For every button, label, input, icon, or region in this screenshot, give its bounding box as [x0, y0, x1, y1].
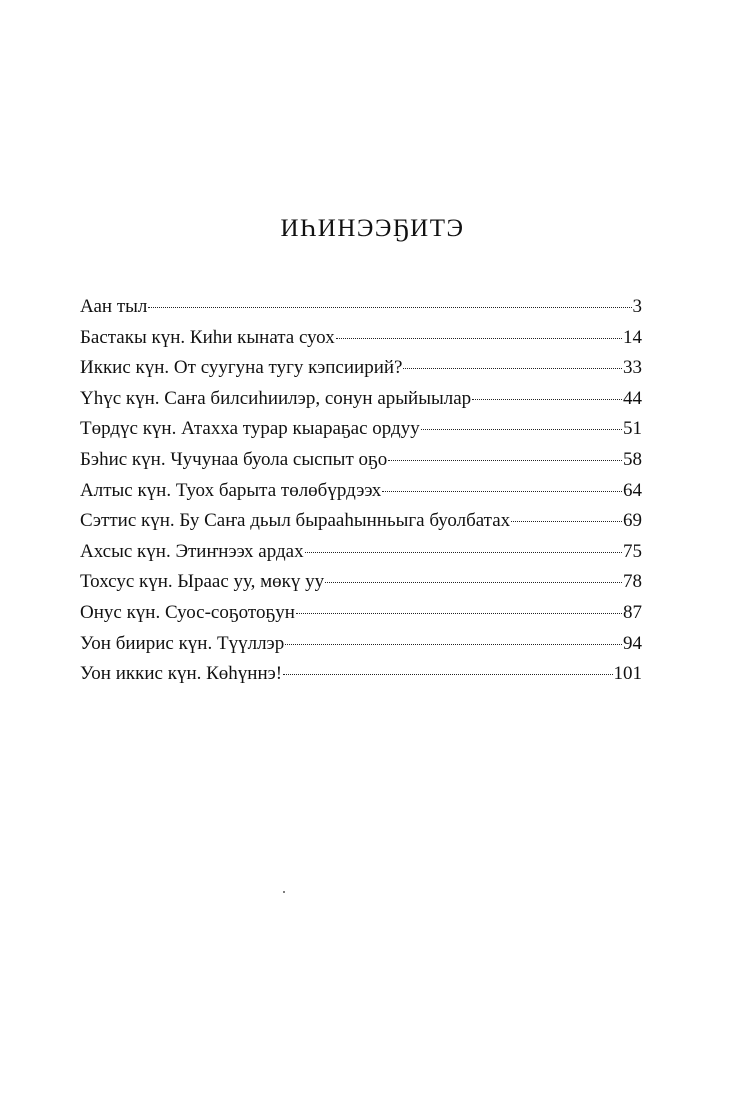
toc-dot-leader: [148, 305, 631, 308]
toc-entry: [80, 323, 642, 354]
toc-entry-title: Бэһис күн. Чучунаа буола сыспыт оҕо: [80, 448, 388, 470]
toc-entry-page-number: 14: [623, 326, 642, 348]
toc-entry-title: Бастакы күн. Киһи кыната суох: [80, 326, 335, 348]
toc-dot-leader: [283, 672, 612, 675]
toc-entry-title: Алтыс күн. Туох барыта төлөбүрдээх: [80, 479, 382, 501]
stray-dot-mark: [283, 891, 285, 893]
toc-entry: [80, 598, 642, 629]
toc-dot-leader: [336, 336, 622, 339]
page-title: ИҺИНЭЭҔИТЭ: [280, 215, 465, 242]
toc-entry-page-number: 75: [623, 540, 642, 562]
toc-dot-leader: [382, 489, 622, 492]
toc-entry-page-number: 44: [623, 387, 642, 409]
toc-dot-leader: [388, 458, 622, 461]
toc-entry-page-number: 64: [623, 479, 642, 501]
toc-entry-page-number: 51: [623, 418, 642, 440]
toc-entry-title: Уон иккис күн. Көһүннэ!: [80, 663, 283, 685]
toc-entry-title: Тохсус күн. Ыраас уу, мөкү уу: [80, 571, 325, 593]
toc-entry-page-number: 33: [623, 357, 642, 379]
toc-entry-title: Иккис күн. От суугуна тугу кэпсиирий?: [80, 357, 403, 379]
toc-entry-title: Уон биирис күн. Түүллэр: [80, 632, 285, 654]
toc-entry: [80, 384, 642, 415]
toc-dot-leader: [305, 550, 622, 553]
toc-dot-leader: [296, 611, 622, 614]
toc-entry-title: Ахсыс күн. Этиҥнээх ардах: [80, 540, 304, 562]
toc-dot-leader: [403, 366, 622, 369]
toc-entry: [80, 353, 642, 384]
toc-entry-page-number: 94: [623, 632, 642, 654]
toc-entry: [80, 629, 642, 660]
toc-dot-leader: [285, 642, 622, 645]
toc-entry-page-number: 87: [623, 601, 642, 623]
toc-entry-page-number: 58: [623, 448, 642, 470]
table-of-contents: [80, 292, 642, 690]
toc-entry-title: Төрдүс күн. Атахха турар кыараҕас ордуу: [80, 418, 420, 440]
toc-entry-title: Үһүс күн. Саҥа билсиһиилэр, сонун арыйыылар: [80, 387, 472, 409]
toc-entry: [80, 476, 642, 507]
toc-entry-title: Сэттис күн. Бу Саҥа дьыл бырааһынньыга буолбатах: [80, 510, 511, 532]
toc-entry: [80, 414, 642, 445]
toc-entry-page-number: 69: [623, 510, 642, 532]
toc-dot-leader: [325, 580, 622, 583]
toc-entry: [80, 537, 642, 568]
toc-entry-page-number: 3: [632, 296, 642, 317]
toc-entry-page-number: 101: [613, 663, 642, 685]
toc-entry: [80, 445, 642, 476]
toc-entry: [80, 292, 642, 323]
toc-entry-title: Онус күн. Суос-соҕотоҕун: [80, 601, 295, 623]
toc-entry-page-number: 78: [623, 571, 642, 593]
toc-entry: [80, 567, 642, 598]
toc-dot-leader: [421, 427, 622, 430]
toc-entry-title: Аан тыл: [80, 296, 148, 317]
toc-dot-leader: [472, 397, 622, 400]
toc-dot-leader: [511, 519, 622, 522]
toc-entry: [80, 659, 642, 690]
toc-entry: [80, 506, 642, 537]
